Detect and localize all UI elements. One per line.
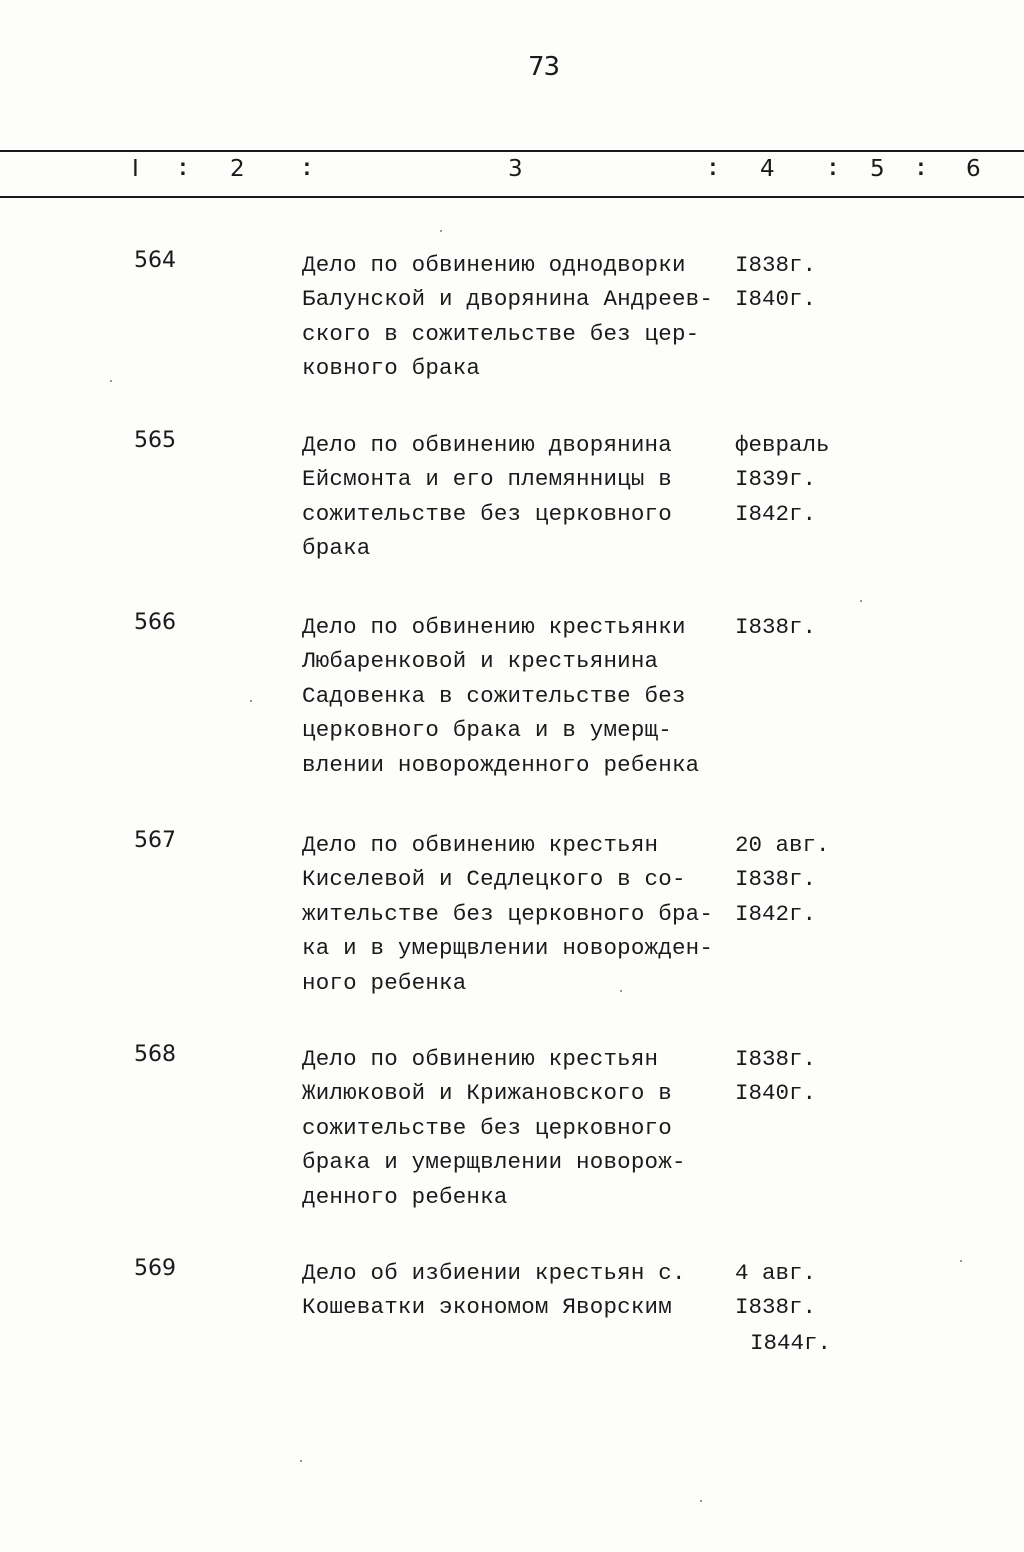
date-line: I840г. — [735, 286, 817, 313]
date-line: I842г. — [735, 500, 817, 527]
date-line: 4 авг. — [735, 1260, 817, 1286]
description-line: брака — [302, 535, 371, 562]
description-line: Дело по обвинению крестьян — [302, 832, 659, 858]
scan-speck — [860, 600, 862, 602]
column-separator: : — [826, 156, 840, 182]
date-line: I842г. — [735, 900, 817, 927]
case-description — [302, 828, 732, 1000]
description-line: Дело по обвинению крестьянки — [302, 614, 686, 640]
description-line: Любаренковой и крестьянина — [302, 648, 659, 675]
column-header-1: I — [132, 156, 139, 182]
case-number: 565 — [134, 428, 176, 453]
description-line: Садовенка в сожительстве без — [302, 682, 686, 709]
column-separator: : — [300, 156, 314, 182]
description-line: ного ребенка — [302, 969, 467, 996]
case-dates — [735, 610, 816, 644]
column-header-3: 3 — [508, 156, 523, 182]
description-line: Дело об избиении крестьян с. — [302, 1260, 686, 1286]
scan-speck — [440, 230, 442, 232]
table-header-bottom-rule — [0, 196, 1024, 198]
column-separator: : — [176, 156, 190, 182]
date-line: I838г. — [735, 1294, 817, 1321]
case-description — [302, 1256, 732, 1325]
date-line: I838г. — [735, 1046, 817, 1072]
description-line: жительстве без церковного бра- — [302, 900, 714, 927]
case-number: 564 — [134, 248, 176, 273]
description-line: ка и в умерщвлении новорожден- — [302, 935, 714, 962]
description-line: Дело по обвинению крестьян — [302, 1046, 659, 1072]
description-line: ковного брака — [302, 355, 481, 382]
description-line: Кошеватки экономом Яворским — [302, 1294, 672, 1321]
description-line: ского в сожительстве без цер- — [302, 320, 700, 347]
case-dates — [735, 428, 830, 531]
case-description — [302, 248, 732, 386]
column-header-5: 5 — [870, 156, 885, 182]
date-line: I838г. — [735, 866, 817, 893]
column-header-4: 4 — [760, 156, 775, 182]
column-header-2: 2 — [230, 156, 245, 182]
case-number: 567 — [134, 828, 176, 853]
scan-speck — [620, 990, 622, 992]
description-line: церковного брака и в умерщ- — [302, 717, 672, 744]
scan-speck — [960, 1260, 962, 1262]
case-description — [302, 428, 732, 566]
description-line: денного ребенка — [302, 1183, 508, 1210]
scan-speck — [300, 1460, 302, 1462]
case-dates — [735, 1256, 816, 1325]
column-separator: : — [706, 156, 720, 182]
date-line: I838г. — [735, 614, 817, 640]
date-line: I838г. — [735, 252, 817, 278]
case-dates — [735, 248, 816, 317]
description-line: сожительстве без церковного — [302, 1114, 672, 1141]
date-line: I840г. — [735, 1080, 817, 1107]
scan-speck — [700, 1500, 702, 1502]
description-line: Жилюковой и Крижановского в — [302, 1080, 672, 1107]
description-line: Ейсмонта и его племянницы в — [302, 466, 672, 493]
scan-speck — [110, 380, 112, 382]
description-line: Балунской и дворянина Андреев- — [302, 286, 714, 313]
page-number: 73 — [528, 52, 560, 82]
case-end-date: I844г. — [750, 1330, 832, 1356]
case-number: 569 — [134, 1256, 176, 1281]
case-number: 566 — [134, 610, 176, 635]
description-line: Дело по обвинению дворянина — [302, 432, 672, 458]
case-description — [302, 1042, 732, 1214]
date-line: 20 авг. — [735, 832, 830, 858]
description-line: влении новорожденного ребенка — [302, 751, 700, 778]
date-line: I839г. — [735, 466, 817, 493]
table-header-top-rule — [0, 150, 1024, 152]
description-line: сожительстве без церковного — [302, 500, 672, 527]
date-line: февраль — [735, 432, 830, 458]
scan-speck — [250, 700, 252, 702]
column-header-6: 6 — [966, 156, 981, 182]
description-line: Киселевой и Седлецкого в со- — [302, 866, 686, 893]
description-line: Дело по обвинению однодворки — [302, 252, 686, 278]
case-description — [302, 610, 732, 782]
description-line: брака и умерщвлении новорож- — [302, 1149, 686, 1176]
case-dates — [735, 1042, 816, 1111]
column-separator: : — [914, 156, 928, 182]
case-number: 568 — [134, 1042, 176, 1067]
case-dates — [735, 828, 830, 931]
